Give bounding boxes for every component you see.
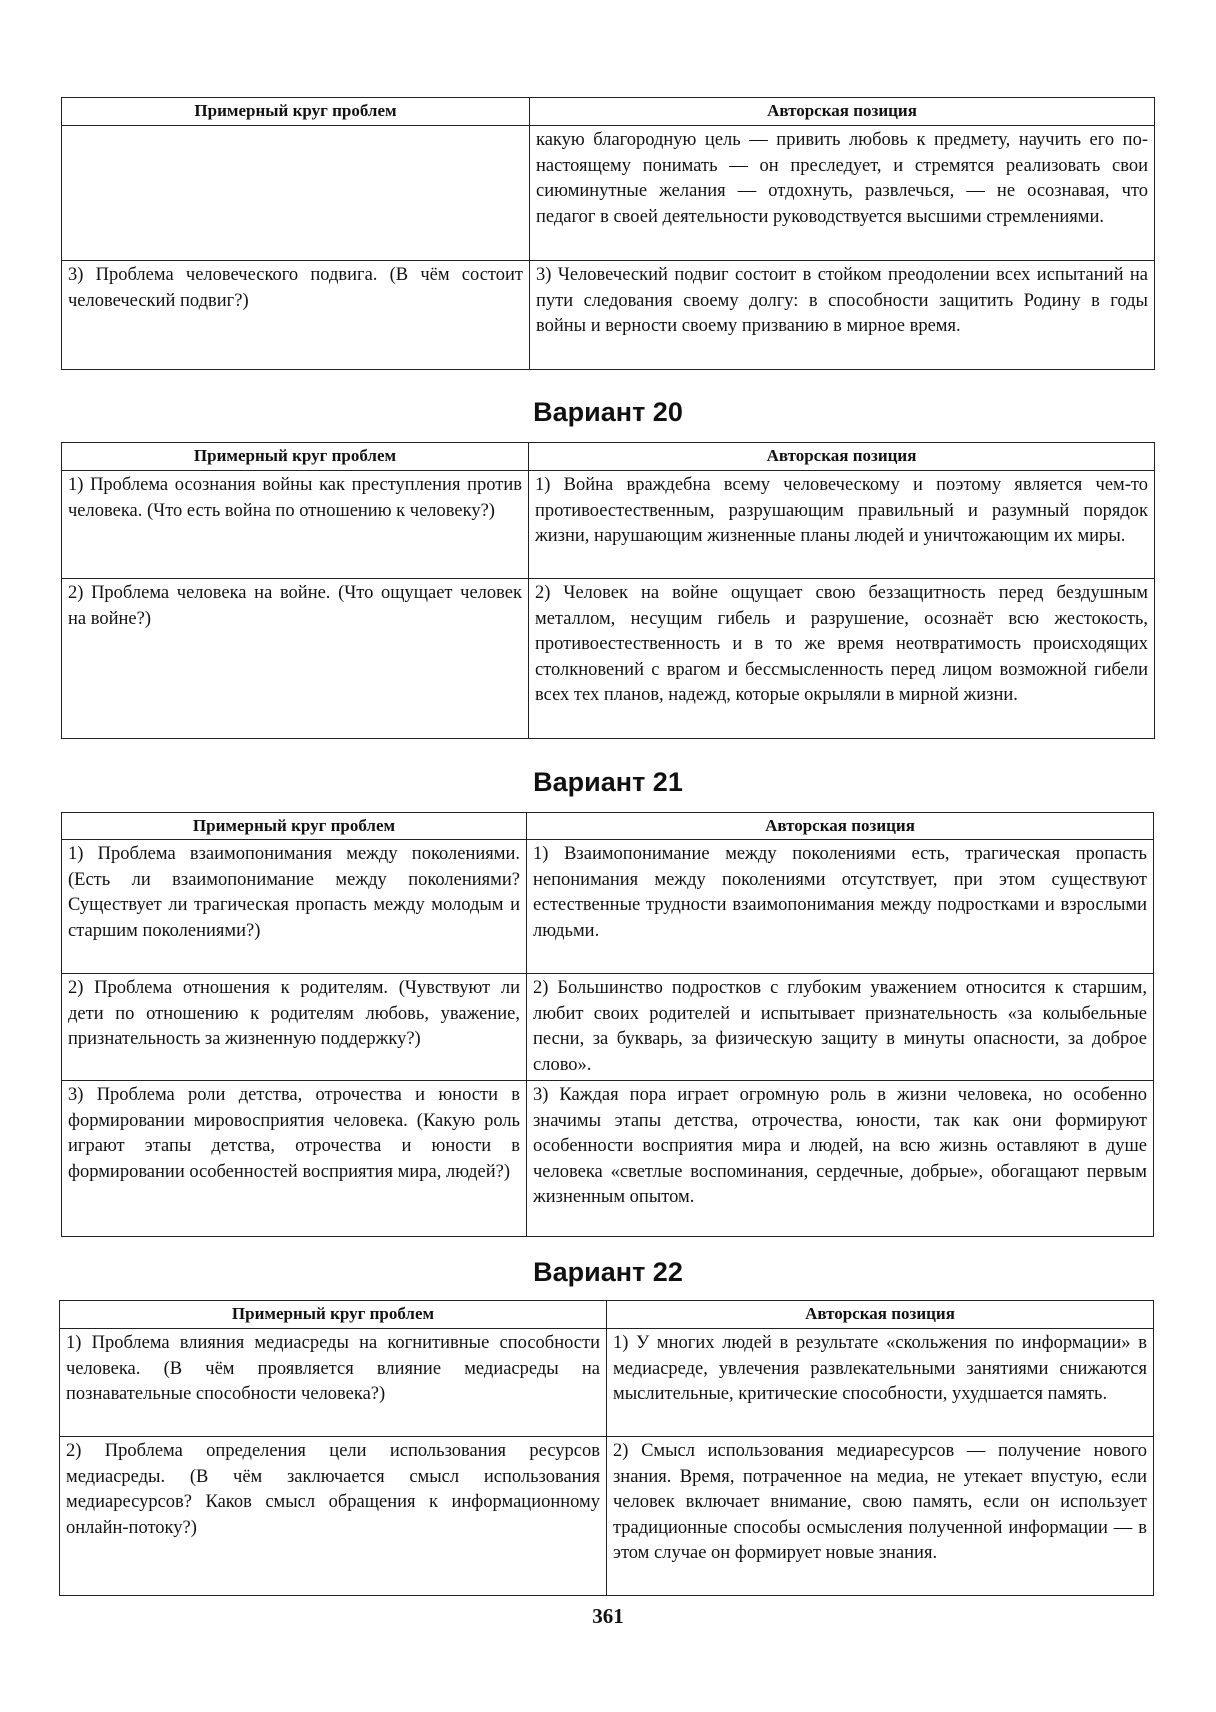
header-problems: Примерный круг проблем: [62, 443, 529, 471]
header-position: Авторская позиция: [527, 813, 1154, 840]
variant-20-title: Вариант 20: [533, 397, 683, 427]
header-position: Авторская позиция: [529, 443, 1155, 471]
problem-cell: 2) Проблема определения цели использования ресурсов медиасреды. (В чём заключается смысл использования медиаресурсов? Каков смысл обращения к информационному онлайн-потоку?): [60, 1437, 607, 1596]
problem-cell: 1) Проблема осознания войны как преступления против человека. (Что есть война по отношению к человеку?): [62, 471, 529, 579]
problem-cell: 3) Проблема человеческого подвига. (В чём состоит человеческий подвиг?): [62, 261, 530, 370]
header-position: Авторская позиция: [530, 98, 1155, 126]
position-cell: 1) Война враждебна всему человеческому и поэтому является чем-то противоестественным, разрушающим правильный и разумный порядок жизни, нарушающим жизненные планы людей и уничтожающим их миры.: [529, 471, 1155, 579]
position-cell: 1) Взаимопонимание между поколениями есть, трагическая пропасть непонимания между поколениями отсутствует, при этом существуют естественные трудности взаимопонимания между подростками и взрослыми людьми.: [527, 840, 1154, 974]
problem-cell: 2) Проблема человека на войне. (Что ощущает человек на войне?): [62, 579, 529, 739]
problem-cell: 2) Проблема отношения к родителям. (Чувствуют ли дети по отношению к родителям любовь, уважение, признательность за жизненную поддержку?): [62, 974, 527, 1081]
position-cell: 2) Человек на войне ощущает свою беззащитность перед бездушным металлом, несущим гибель и разрушение, осознаёт всю жестокость, противоестественность и в то же время неотвратимость происходящих столкновений с врагом и бессмысленность перед лицом возможной гибели всех тех планов, надежд, которые окрыляли в мирной жизни.: [529, 579, 1155, 739]
variant-22-table: [59, 1300, 1154, 1596]
problem-cell: 1) Проблема влияния медиасреды на когнитивные способности человека. (В чём проявляется влияние медиасреды на познавательные способности человека?): [60, 1329, 607, 1437]
position-cell: 2) Смысл использования медиаресурсов — получение нового знания. Время, потраченное на медиа, не утекает впустую, если человек включает внимание, свою память, если он использует традиционные способы осмысления полученной информации — в этом случае он формирует новые знания.: [607, 1437, 1154, 1596]
position-cell: 3) Человеческий подвиг состоит в стойком преодолении всех испытаний на пути следования своему долгу: в способности защитить Родину в годы войны и верности своему призванию в мирное время.: [530, 261, 1155, 370]
variant-21-table: [61, 812, 1154, 1237]
position-cell: 1) У многих людей в результате «скольжения по информации» в медиасреде, увлечения развлекательными занятиями снижаются мыслительные, критические способности, ухудшается память.: [607, 1329, 1154, 1437]
header-problems: Примерный круг проблем: [60, 1301, 607, 1329]
top-table: [61, 97, 1155, 370]
variant-21-title: Вариант 21: [533, 767, 683, 797]
position-cell: 2) Большинство подростков с глубоким уважением относится к старшим, любит своих родителей и испытывает признательность «за колыбельные песни, за букварь, за физическую защиту в минуты опасности, за доброе слово».: [527, 974, 1154, 1081]
position-cell: какую благородную цель — привить любовь к предмету, научить его по-настоящему понимать — он преследует, и стремятся реализовать свои сиюминутные желания — отдохнуть, развлечься, — не осознавая, что педагог в своей деятельности руководствуется высшими стремлениями.: [530, 126, 1155, 261]
position-cell: 3) Каждая пора играет огромную роль в жизни человека, но особенно значимы этапы детства, отрочества, юности, так как они формируют особенности восприятия мира и людей, на всю жизнь оставляют в душе человека «светлые воспоминания, сердечные, добрые», обогащают первым жизненным опытом.: [527, 1081, 1154, 1237]
variant-22-title: Вариант 22: [533, 1257, 683, 1287]
page-number: 361: [592, 1604, 624, 1628]
variant-20-table: [61, 442, 1155, 739]
problem-cell: [62, 126, 530, 261]
header-problems: Примерный круг проблем: [62, 813, 527, 840]
header-position: Авторская позиция: [607, 1301, 1154, 1329]
problem-cell: 1) Проблема взаимопонимания между поколениями. (Есть ли взаимопонимание между поколениями? Существует ли трагическая пропасть между молодым и старшим поколениями?): [62, 840, 527, 974]
header-problems: Примерный круг проблем: [62, 98, 530, 126]
problem-cell: 3) Проблема роли детства, отрочества и юности в формировании мировосприятия человека. (Какую роль играют этапы детства, отрочества и юности в формировании особенностей восприятия мира, людей?): [62, 1081, 527, 1237]
